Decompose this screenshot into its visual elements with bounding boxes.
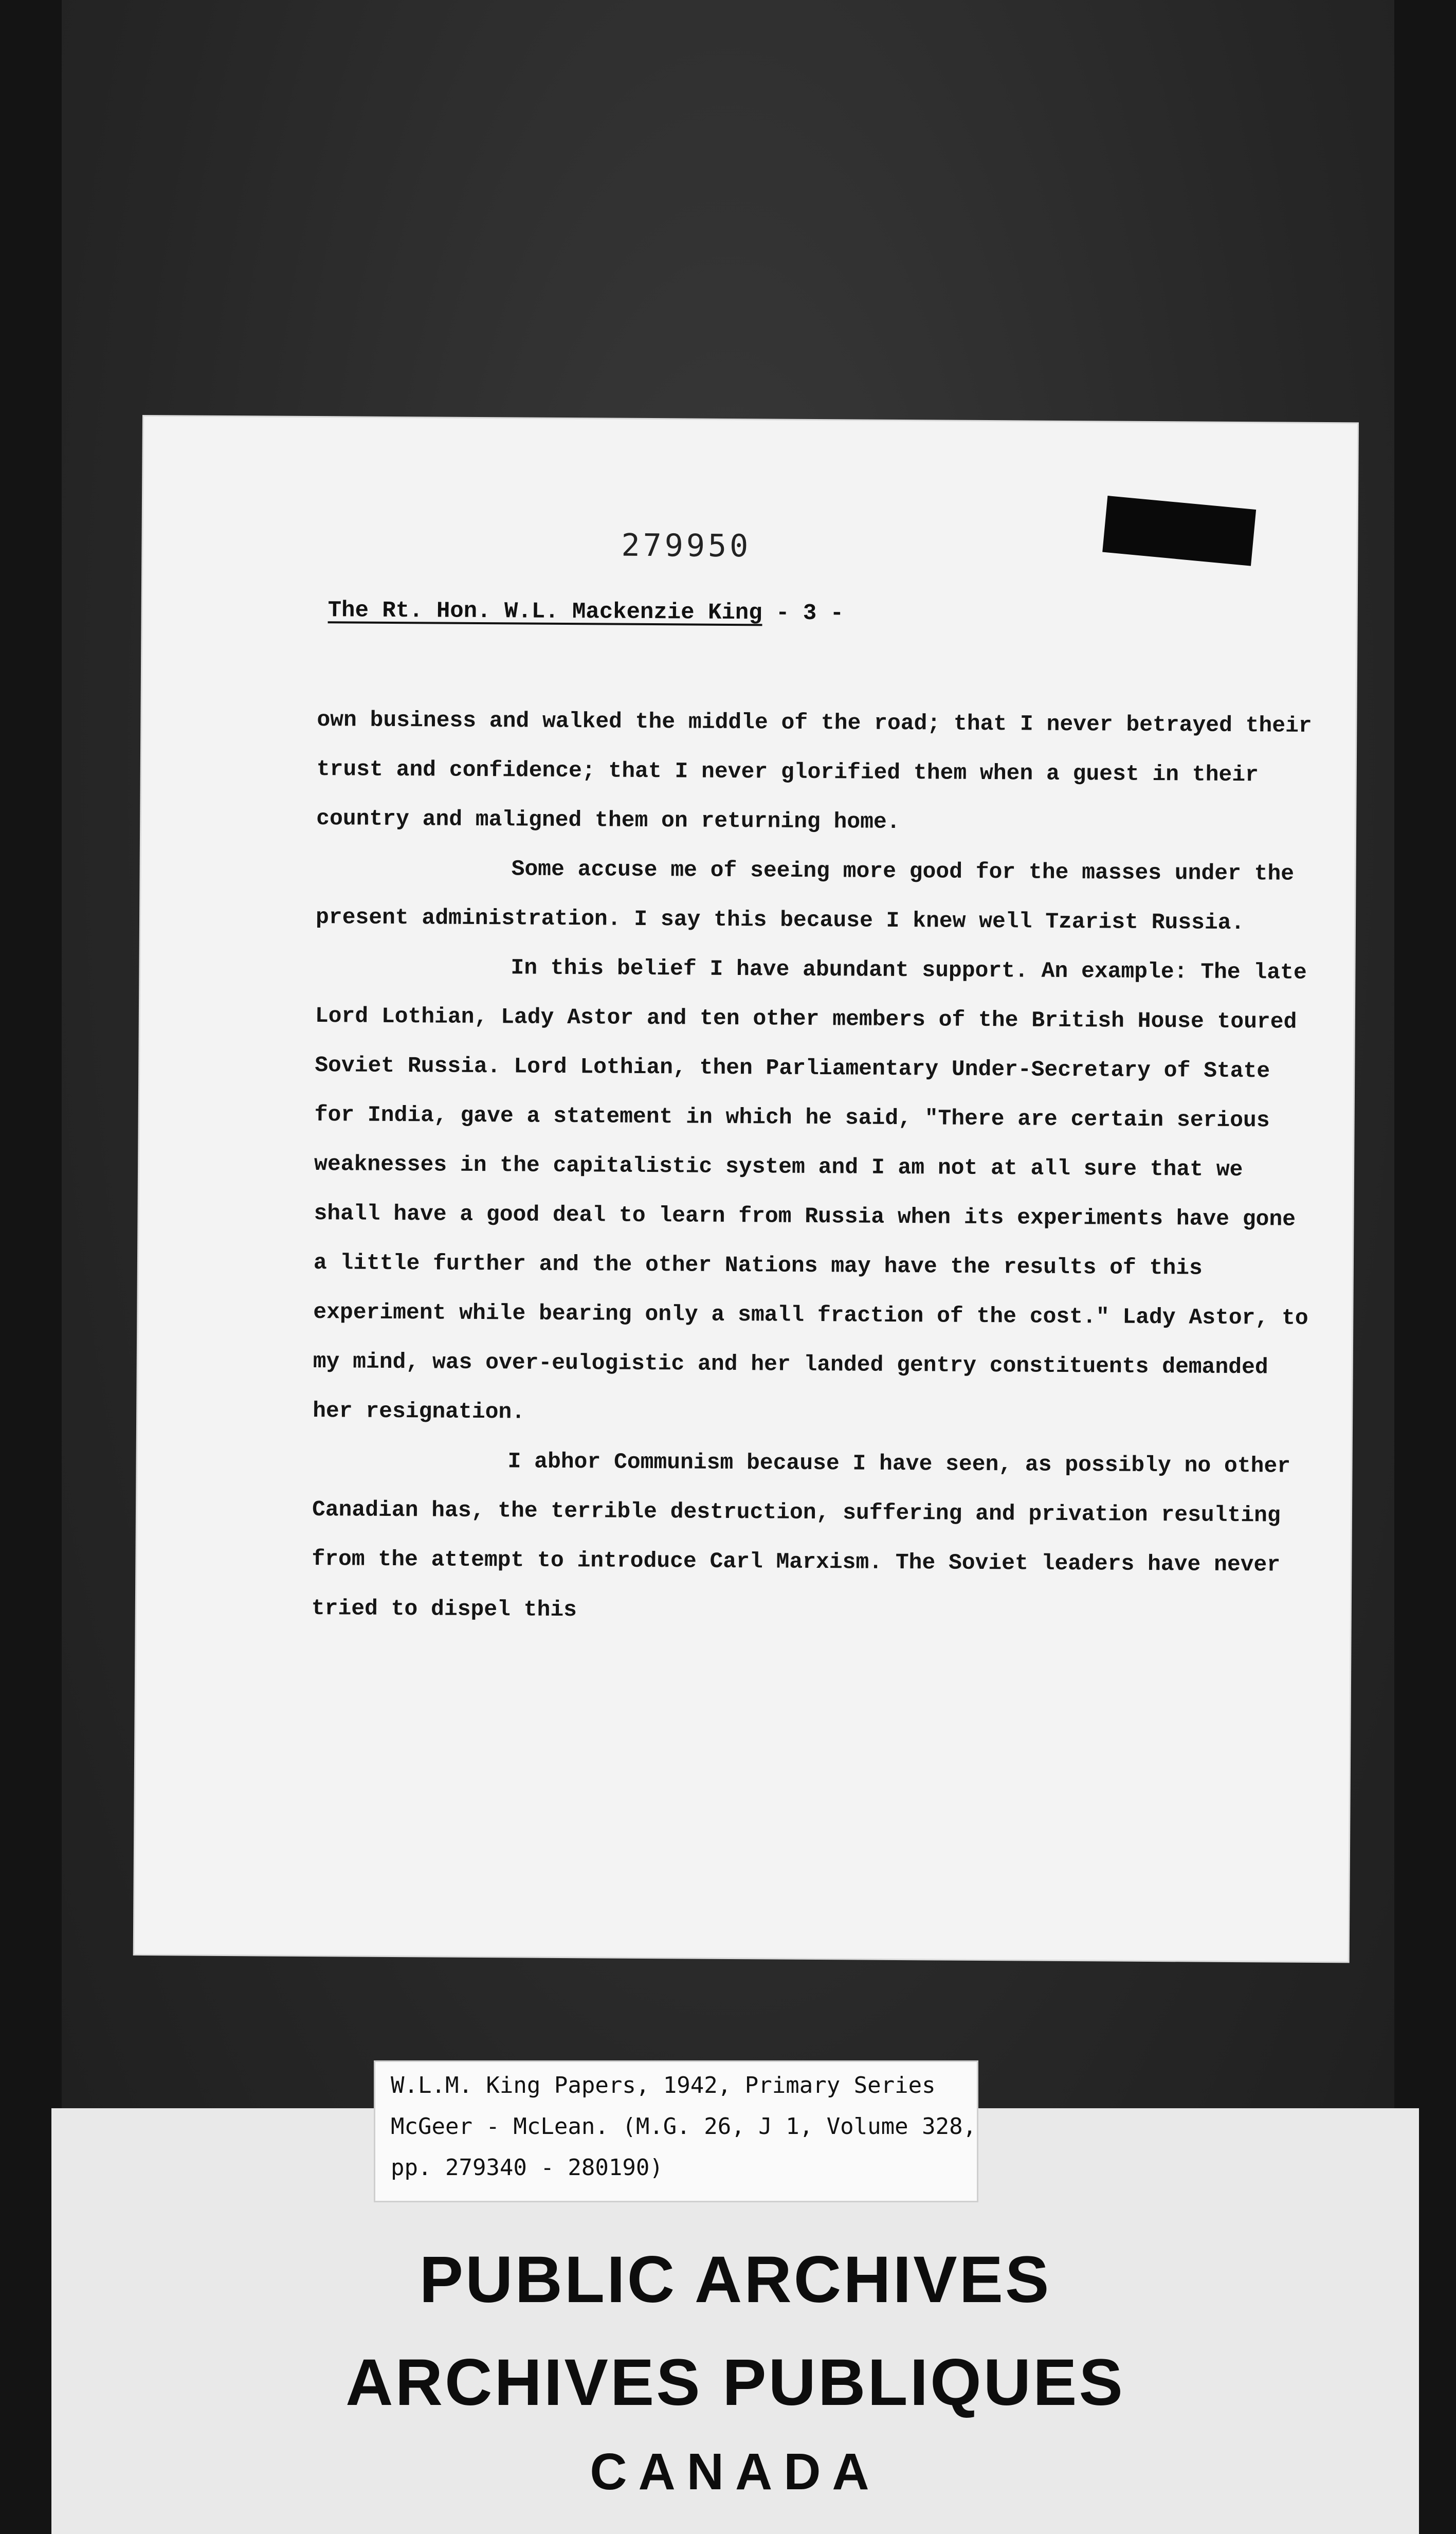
paragraph-1: own business and walked the middle of the road; that I never betrayed their trust and confidence; that I never glorified them when a guest in their country and maligned them on returning home. (316, 707, 1312, 835)
redaction-mark (1102, 496, 1256, 566)
heading-recipient: The Rt. Hon. W.L. Mackenzie King (327, 598, 762, 626)
label-file-range: McGeer - McLean. (M.G. 26, J 1, Volume 328, (391, 2113, 977, 2140)
paragraph-2: Some accuse me of seeing more good for the masses under the present administration. I say this because I knew well Tzarist Russia. (315, 856, 1295, 936)
label-collection: W.L.M. King Papers, 1942, Primary Series (391, 2072, 936, 2098)
typed-letter-page (135, 417, 1357, 1961)
label-page-range: pp. 279340 - 280190) (391, 2155, 663, 2181)
letter-heading (328, 598, 844, 626)
archives-english-title: PUBLIC ARCHIVES (419, 2243, 1051, 2316)
paragraph-4: I abhor Communism because I have seen, as possibly no other Canadian has, the terrible destruction, suffering and privation resulting from the attempt to introduce Carl Marxism. The Soviet leaders have never tried to dispel this (311, 1449, 1291, 1623)
archives-country: CANADA (590, 2443, 881, 2501)
archive-reference-label (375, 2062, 977, 2201)
paragraph-3: In this belief I have abundant support. An example: The late Lord Lothian, Lady Astor and ten other members of the British House toured Soviet Russia. Lord Lothian, then Parliamentary Under-Secretary of State for India, gave a statement in which he said, "There are certain serious weaknesses in the capitalistic system and I am not at all sure that we shall have a good deal to learn from Russia when its experiments have gone a little further and the other Nations may have the results of this experiment while bearing only a small fraction of the cost." Lady Astor, to my mind, was over-eulogistic and her landed gentry constituents demanded her resignation. (313, 955, 1308, 1425)
letter-body (312, 695, 1320, 1639)
archives-french-title: ARCHIVES PUBLIQUES (345, 2346, 1125, 2419)
heading-page-marker: - 3 - (762, 600, 844, 627)
page-number: 279950 (621, 527, 752, 565)
